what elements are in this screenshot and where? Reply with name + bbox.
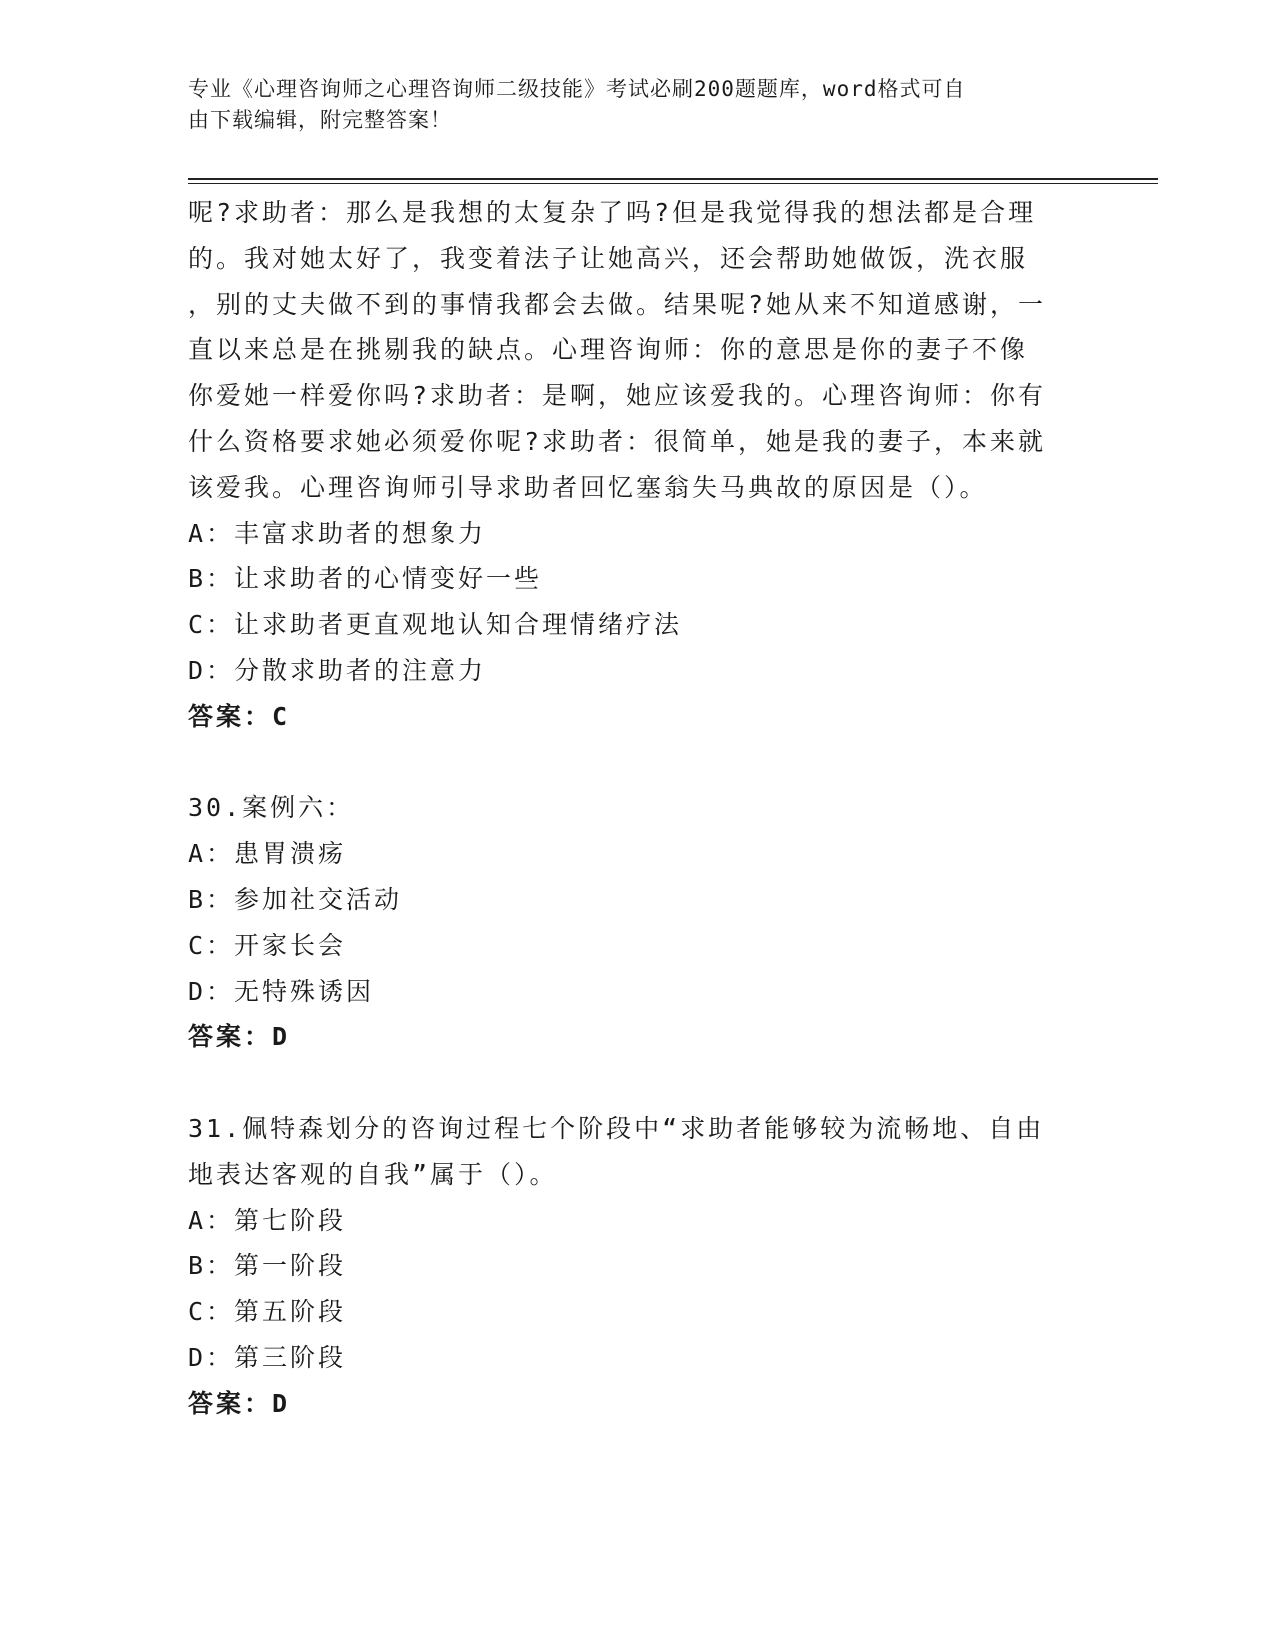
- option-b: B：让求助者的心情变好一些: [188, 564, 543, 594]
- option-a: A：患胃溃疡: [188, 839, 347, 869]
- spacer: [188, 1060, 1088, 1106]
- option-d: D：分散求助者的注意力: [188, 655, 487, 685]
- header-line: 由下载编辑，附完整答案！: [188, 108, 452, 132]
- header-divider-thin: [188, 183, 1158, 184]
- question-text-line: 31.佩特森划分的咨询过程七个阶段中“求助者能够较为流畅地、自由: [188, 1113, 1045, 1143]
- option-d: D：第三阶段: [188, 1342, 347, 1372]
- question-continuation: [188, 190, 1088, 740]
- answer-line: 答案：D: [188, 1388, 291, 1418]
- page-header: [188, 74, 1068, 136]
- question-text-line: 的。我对她太好了，我变着法子让她高兴，还会帮助她做饭，洗衣服: [188, 243, 1029, 273]
- answer-line: 答案：D: [188, 1022, 291, 1052]
- option-d: D：无特殊诱因: [188, 976, 375, 1006]
- option-a: A：丰富求助者的想象力: [188, 518, 487, 548]
- question-text-line: ，别的丈夫做不到的事情我都会去做。结果呢?她从来不知道感谢，一: [188, 289, 1047, 319]
- option-b: B：第一阶段: [188, 1251, 347, 1281]
- question-text-line: 什么资格要求她必须爱你呢?求助者：很简单，她是我的妻子，本来就: [188, 426, 1047, 456]
- question-31: [188, 1106, 1088, 1427]
- question-text-line: 30.案例六：: [188, 793, 355, 823]
- option-b: B：参加社交活动: [188, 884, 403, 914]
- option-c: C：第五阶段: [188, 1297, 347, 1327]
- spacer: [188, 740, 1088, 786]
- option-c: C：开家长会: [188, 930, 347, 960]
- question-text-line: 直以来总是在挑剔我的缺点。心理咨询师：你的意思是你的妻子不像: [188, 335, 1029, 365]
- answer-line: 答案：C: [188, 701, 291, 731]
- option-a: A：第七阶段: [188, 1205, 347, 1235]
- header-line: 专业《心理咨询师之心理咨询师二级技能》考试必刷200题题库，word格式可自: [188, 77, 966, 101]
- header-divider: [188, 178, 1158, 180]
- question-content: [188, 190, 1088, 1427]
- question-text-line: 地表达客观的自我”属于（）。: [188, 1159, 558, 1189]
- question-text-line: 你爱她一样爱你吗?求助者：是啊，她应该爱我的。心理咨询师：你有: [188, 381, 1047, 411]
- option-c: C：让求助者更直观地认知合理情绪疗法: [188, 610, 683, 640]
- question-text-line: 该爱我。心理咨询师引导求助者回忆塞翁失马典故的原因是（）。: [188, 472, 988, 502]
- question-30: [188, 785, 1088, 1060]
- question-text-line: 呢?求助者：那么是我想的太复杂了吗?但是我觉得我的想法都是合理: [188, 198, 1037, 227]
